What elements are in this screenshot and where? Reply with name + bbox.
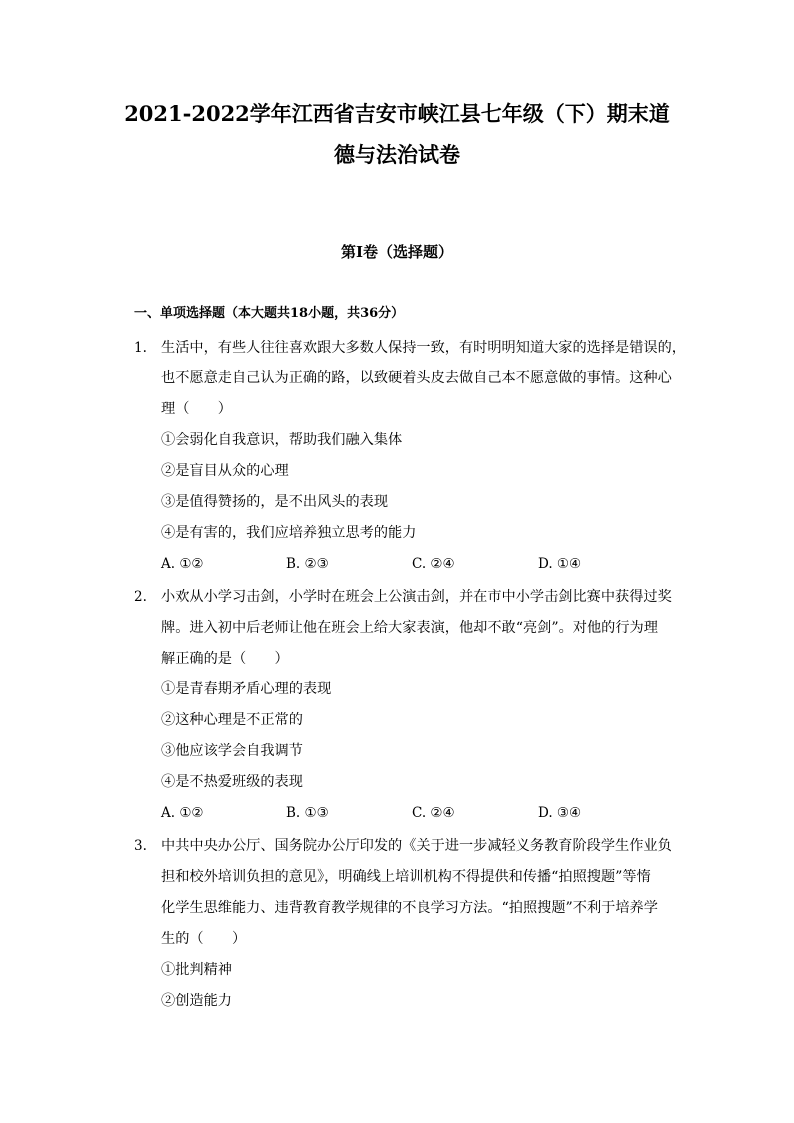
- question-1-option-a: A. ①②: [161, 556, 204, 572]
- question-1-option-c: C. ②④: [412, 556, 455, 572]
- question-1-stem-line: 生活中，有些人往往喜欢跟大多数人保持一致，有时明明知道大家的选择是错误的，: [161, 340, 686, 356]
- question-2-statement: ②这种心理是不正常的: [161, 712, 303, 728]
- question-2-number: 2.: [134, 589, 147, 605]
- question-2-statement: ④是不热爱班级的表现: [161, 774, 303, 790]
- question-3-statement: ①批判精神: [161, 962, 232, 978]
- question-2-option-b: B. ①③: [286, 805, 329, 821]
- question-2-stem-line: 解正确的是（ ）: [161, 651, 289, 667]
- question-2-stem-line: 牌。进入初中后老师让他在班会上给大家表演，他却不敢“亮剑”。对他的行为理: [161, 620, 658, 636]
- question-1-stem-line: 理（ ）: [161, 401, 232, 417]
- volume-title: 第I卷（选择题）: [340, 243, 454, 261]
- question-3-stem-line: 化学生思维能力、违背教育教学规律的不良学习方法。“拍照搜题”不利于培养学: [161, 900, 658, 916]
- question-2-statement: ①是青春期矛盾心理的表现: [161, 681, 332, 697]
- question-1-number: 1.: [134, 340, 147, 356]
- question-1-stem-line: 也不愿意走自己认为正确的路，以致硬着头皮去做自己本不愿意做的事情。这种心: [161, 370, 672, 386]
- question-1-statement: ④是有害的，我们应培养独立思考的能力: [161, 525, 417, 541]
- question-2-option-a: A. ①②: [161, 805, 204, 821]
- question-3-stem-line: 担和校外培训负担的意见》，明确线上培训机构不得提供和传播“拍照搜题”等惰: [161, 869, 651, 885]
- section-heading: 一、单项选择题（本大题共18小题，共36分）: [134, 306, 405, 321]
- question-1-statement: ③是值得赞扬的，是不出风头的表现: [161, 494, 389, 510]
- exam-title-line-2: 德与法治试卷: [334, 142, 460, 167]
- exam-title-line-1: 2021-2022学年江西省吉安市峡江县七年级（下）期末道: [124, 101, 670, 126]
- question-2-statement: ③他应该学会自我调节: [161, 743, 303, 759]
- question-1-option-b: B. ②③: [286, 556, 329, 572]
- question-2-option-d: D. ③④: [538, 805, 582, 821]
- question-1-statement: ①会弱化自我意识，帮助我们融入集体: [161, 432, 403, 448]
- question-1-option-d: D. ①④: [538, 556, 582, 572]
- question-3-number: 3.: [134, 838, 147, 854]
- question-3-stem-line: 中共中央办公厅、国务院办公厅印发的《关于进一步减轻义务教育阶段学生作业负: [161, 838, 672, 854]
- question-2-stem-line: 小欢从小学习击剑，小学时在班会上公演击剑，并在市中小学击剑比赛中获得过奖: [161, 589, 672, 605]
- question-1-statement: ②是盲目从众的心理: [161, 463, 289, 479]
- question-3-stem-line: 生的（ ）: [161, 931, 247, 947]
- question-2-option-c: C. ②④: [412, 805, 455, 821]
- question-3-statement: ②创造能力: [161, 993, 232, 1009]
